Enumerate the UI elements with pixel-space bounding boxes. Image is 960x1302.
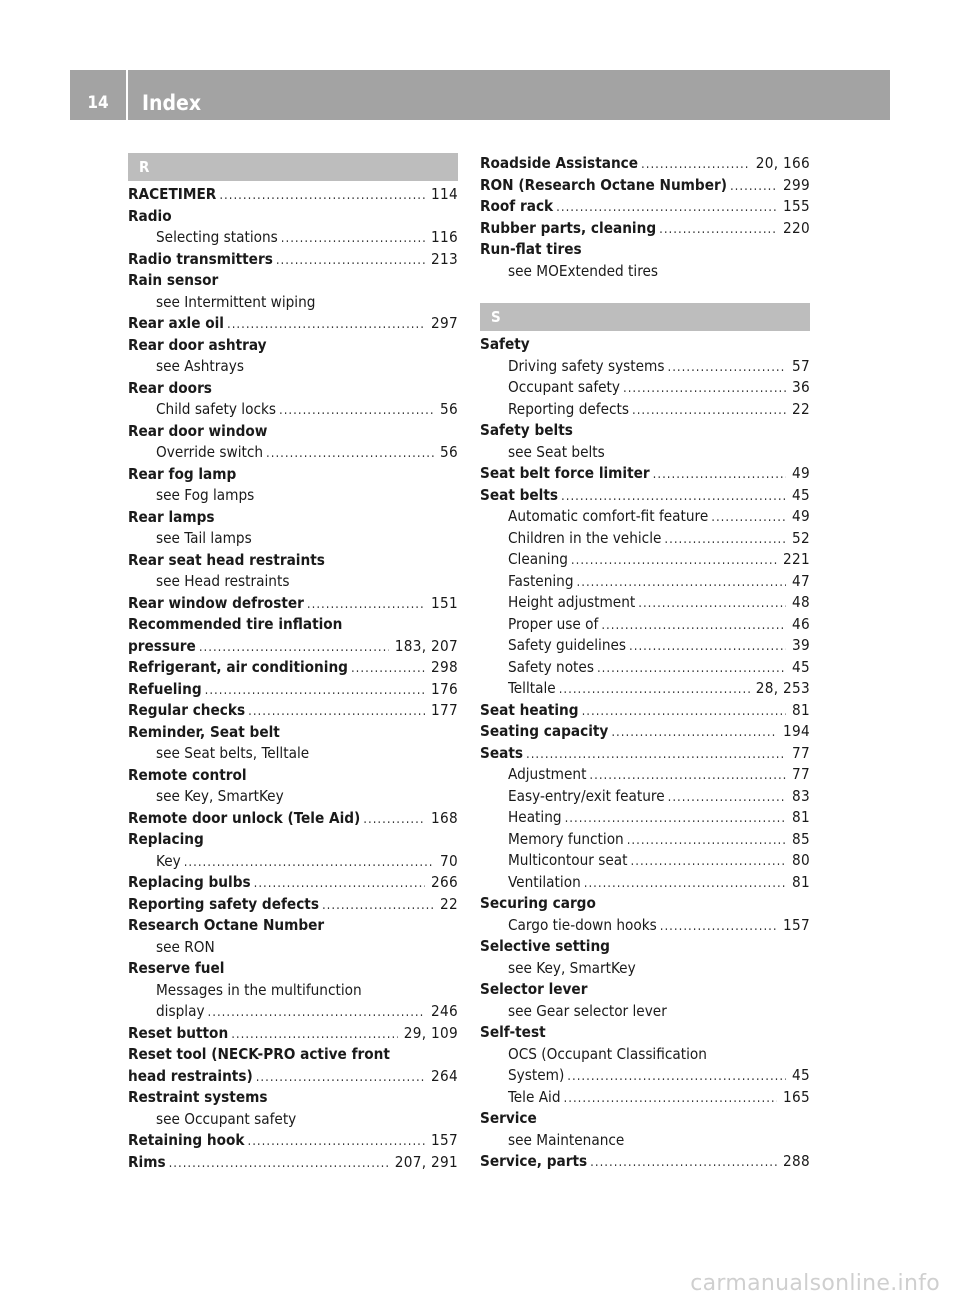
index-heading (480, 979, 810, 1001)
index-term: Multicontour seat (508, 851, 628, 869)
page-reference[interactable]: 22 (440, 894, 458, 913)
page-reference[interactable]: 80 (792, 851, 810, 869)
index-subentry[interactable] (128, 442, 458, 464)
dot-leader (590, 1152, 777, 1174)
index-term: Replacing bulbs (128, 873, 251, 891)
dot-leader (169, 1153, 389, 1175)
index-subentry[interactable] (480, 1087, 810, 1109)
index-heading (128, 206, 458, 228)
index-entry[interactable] (128, 808, 458, 830)
page-reference[interactable]: 48 (792, 593, 810, 611)
index-term: Regular checks (128, 701, 246, 719)
page-reference[interactable]: 157 (431, 1131, 458, 1149)
index-heading (128, 614, 458, 636)
index-term: System) (508, 1066, 565, 1084)
page-reference[interactable]: 221 (783, 550, 810, 568)
page-reference[interactable]: 81 (792, 872, 810, 891)
index-entry[interactable] (128, 894, 458, 916)
index-subentry (128, 528, 458, 550)
dot-leader (307, 594, 425, 616)
index-term: Seating capacity (480, 722, 609, 740)
index-subentry (128, 292, 458, 314)
index-subentry[interactable] (480, 807, 810, 829)
index-term: Cleaning (508, 550, 568, 568)
index-subentry (480, 1001, 810, 1023)
index-term: see Intermittent wiping (156, 292, 316, 311)
page-reference[interactable]: 288 (783, 1152, 810, 1170)
index-heading (128, 722, 458, 744)
index-term: Rear window defroster (128, 593, 304, 612)
index-heading (128, 335, 458, 357)
index-heading (480, 936, 810, 958)
dot-leader (231, 1024, 398, 1046)
section-header-s: S (480, 303, 810, 331)
index-subentry (128, 786, 458, 808)
page-reference[interactable]: 39 (792, 636, 810, 654)
watermark: carmanualsonline.info (690, 1271, 940, 1296)
dot-leader (571, 550, 777, 572)
index-term: Service, parts (480, 1152, 588, 1170)
index-heading (128, 1087, 458, 1109)
page-reference[interactable]: 213 (431, 249, 458, 268)
index-entry[interactable] (480, 721, 810, 743)
index-term: Rain sensor (128, 271, 219, 289)
index-subentry[interactable] (128, 227, 458, 249)
page-number: 14 (87, 93, 109, 113)
index-term: Service (480, 1109, 537, 1127)
dot-leader (256, 1067, 425, 1089)
index-term: Reserve fuel (128, 959, 225, 977)
index-term: head restraints) (128, 1066, 253, 1085)
index-term: Fastening (508, 571, 574, 590)
index-subentry[interactable] (480, 356, 810, 378)
page-reference[interactable]: 298 (431, 658, 458, 676)
index-term: Child safety locks (156, 400, 276, 418)
index-subentry[interactable] (480, 571, 810, 593)
index-term: Rubber parts, cleaning (480, 218, 657, 237)
index-term: Ventilation (508, 872, 581, 891)
page-reference[interactable]: 299 (783, 175, 810, 194)
page-reference[interactable]: 176 (431, 679, 458, 698)
index-subentry[interactable] (480, 850, 810, 872)
index-heading (480, 420, 810, 442)
dot-leader (281, 228, 425, 250)
index-entry[interactable] (128, 249, 458, 271)
index-subentry (480, 261, 810, 283)
dot-leader (623, 378, 786, 400)
dot-leader (205, 680, 425, 702)
index-term: Selector lever (480, 980, 588, 998)
index-term: RON (Research Octane Number) (480, 175, 727, 194)
index-term: Rims (128, 1152, 166, 1171)
index-subentry (480, 1130, 810, 1152)
page-reference[interactable]: 220 (783, 218, 810, 237)
index-term: see Maintenance (508, 1130, 625, 1149)
index-subentry[interactable] (480, 829, 810, 851)
index-term: Self-test (480, 1023, 546, 1041)
index-heading (480, 1022, 810, 1044)
page-reference[interactable]: 20, 166 (755, 154, 810, 172)
index-subentry[interactable] (480, 592, 810, 614)
page-reference[interactable]: 52 (792, 528, 810, 547)
index-term: see Fog lamps (156, 486, 255, 504)
index-heading (128, 550, 458, 572)
dot-leader (248, 1131, 426, 1153)
page-title: Index (142, 91, 202, 115)
page-reference[interactable]: 81 (792, 700, 810, 719)
dot-leader (227, 314, 425, 336)
page-reference[interactable]: 194 (783, 722, 810, 740)
index-subentry (128, 980, 458, 1002)
dot-leader (711, 507, 786, 529)
index-heading (128, 270, 458, 292)
dot-leader (254, 873, 425, 895)
page-reference[interactable]: 49 (792, 464, 810, 482)
index-term: Messages in the multifunction (156, 980, 362, 999)
page-reference[interactable]: 46 (792, 614, 810, 633)
index-term: see Key, SmartKey (156, 787, 284, 805)
index-entry[interactable] (128, 636, 458, 658)
index-subentry (480, 442, 810, 464)
index-subentry[interactable] (480, 377, 810, 399)
index-term: Roof rack (480, 197, 554, 215)
page-reference[interactable]: 157 (783, 915, 810, 934)
dot-leader (279, 400, 434, 422)
dot-leader (526, 744, 786, 766)
index-subentry[interactable] (480, 506, 810, 528)
page-reference[interactable]: 28, 253 (755, 679, 810, 697)
index-subentry[interactable] (480, 549, 810, 571)
page-reference[interactable]: 116 (431, 228, 458, 246)
index-term: Radio (128, 206, 172, 225)
index-heading (128, 507, 458, 529)
dot-leader (199, 637, 389, 659)
page-reference[interactable]: 114 (431, 185, 458, 203)
page-reference[interactable]: 77 (792, 765, 810, 783)
index-term: Safety (480, 335, 530, 353)
dot-leader (584, 873, 786, 895)
page-reference[interactable]: 151 (431, 593, 458, 612)
index-term: Reset tool (NECK-PRO active front (128, 1045, 390, 1063)
index-term: Remote door unlock (Tele Aid) (128, 808, 361, 827)
page-reference[interactable]: 57 (792, 356, 810, 375)
index-entry[interactable] (480, 743, 810, 765)
page-reference[interactable]: 36 (792, 378, 810, 396)
index-term: Rear seat head restraints (128, 550, 325, 569)
dot-leader (660, 916, 777, 938)
index-term: Remote control (128, 765, 247, 784)
index-entry[interactable] (480, 218, 810, 240)
index-term: Seats (480, 743, 523, 762)
index-heading (128, 829, 458, 851)
index-heading (128, 464, 458, 486)
index-term: pressure (128, 636, 196, 655)
page-reference[interactable]: 56 (440, 443, 458, 461)
index-column-right (480, 153, 810, 1173)
index-subentry[interactable] (128, 851, 458, 873)
dot-leader (184, 852, 434, 874)
index-term: Run-flat tires (480, 240, 582, 258)
dot-leader (664, 529, 786, 551)
index-heading (480, 893, 810, 915)
index-term: see Occupant safety (156, 1109, 297, 1128)
index-term: Override switch (156, 443, 264, 461)
index-term: see Seat belts, Telltale (156, 744, 310, 762)
index-term: Reset button (128, 1023, 229, 1042)
dot-leader (638, 593, 786, 615)
index-term: Rear fog lamp (128, 464, 237, 483)
index-subentry (128, 743, 458, 765)
index-entry[interactable] (128, 657, 458, 679)
index-subentry[interactable] (480, 528, 810, 550)
dot-leader (632, 400, 786, 422)
index-term: Reminder, Seat belt (128, 722, 280, 741)
index-entry[interactable] (128, 1023, 458, 1045)
page-reference[interactable]: 266 (431, 873, 458, 891)
dot-leader (565, 808, 786, 830)
index-heading (128, 958, 458, 980)
index-subentry[interactable] (480, 635, 810, 657)
index-term: Research Octane Number (128, 916, 325, 934)
page-reference[interactable]: 45 (792, 657, 810, 676)
index-subentry[interactable] (480, 678, 810, 700)
index-subentry (128, 485, 458, 507)
index-term: see Gear selector lever (508, 1001, 667, 1020)
index-entry[interactable] (128, 1130, 458, 1152)
index-subentry[interactable] (480, 786, 810, 808)
page-reference[interactable]: 183, 207 (394, 636, 458, 655)
index-term: Replacing (128, 830, 204, 848)
page-reference[interactable]: 168 (431, 808, 458, 827)
index-term: Key (156, 851, 181, 870)
index-heading (480, 334, 810, 356)
dot-leader (363, 809, 425, 831)
index-entry[interactable] (128, 184, 458, 206)
index-subentry[interactable] (480, 399, 810, 421)
dot-leader (631, 851, 787, 873)
index-subentry (128, 937, 458, 959)
index-heading (128, 765, 458, 787)
page-reference[interactable]: 264 (431, 1066, 458, 1085)
index-term: Adjustment (508, 765, 587, 783)
index-term: see Head restraints (156, 572, 290, 590)
index-entry[interactable] (480, 175, 810, 197)
index-term: Children in the vehicle (508, 528, 662, 547)
page-reference[interactable]: 207, 291 (394, 1152, 458, 1171)
dot-leader (561, 486, 786, 508)
index-subentry[interactable] (480, 1065, 810, 1087)
page-reference[interactable]: 177 (431, 701, 458, 719)
index-subentry (128, 1109, 458, 1131)
dot-leader (730, 176, 777, 198)
index-term: Rear door window (128, 421, 268, 440)
index-subentry (128, 356, 458, 378)
index-subentry[interactable] (480, 614, 810, 636)
index-entry[interactable] (128, 313, 458, 335)
index-term: Rear axle oil (128, 314, 224, 332)
index-entry[interactable] (128, 593, 458, 615)
index-term: Telltale (508, 679, 556, 697)
index-term: see Seat belts (508, 442, 605, 461)
index-entry[interactable] (480, 1151, 810, 1173)
dot-leader (582, 701, 786, 723)
index-term: Tele Aid (508, 1087, 561, 1106)
dot-leader (668, 787, 786, 809)
page-header (70, 70, 890, 120)
dot-leader (611, 722, 777, 744)
index-term: see MOExtended tires (508, 261, 659, 280)
dot-leader (322, 895, 434, 917)
index-term: see Ashtrays (156, 357, 244, 375)
dot-leader (351, 658, 425, 680)
index-term: Rear lamps (128, 507, 215, 526)
page-reference[interactable]: 22 (792, 399, 810, 418)
dot-leader (659, 219, 777, 241)
index-term: see RON (156, 937, 215, 956)
index-heading (128, 378, 458, 400)
index-term: Safety belts (480, 421, 573, 439)
dot-leader (627, 830, 786, 852)
dot-leader (597, 658, 786, 680)
page-reference[interactable]: 246 (431, 1002, 458, 1020)
page-reference[interactable]: 45 (792, 485, 810, 504)
page-reference[interactable]: 77 (792, 743, 810, 762)
index-term: Cargo tie-down hooks (508, 915, 657, 934)
dot-leader (559, 679, 750, 701)
index-heading (480, 1108, 810, 1130)
index-term: see Key, SmartKey (508, 958, 636, 977)
index-entry[interactable] (480, 196, 810, 218)
index-column-left (128, 153, 458, 1173)
index-entry[interactable] (128, 1152, 458, 1174)
index-entry[interactable] (480, 700, 810, 722)
dot-leader (653, 464, 786, 486)
index-subentry[interactable] (480, 764, 810, 786)
index-term: Seat belt force limiter (480, 464, 650, 482)
index-term: Automatic comfort-fit feature (508, 507, 709, 525)
page-reference[interactable]: 85 (792, 829, 810, 848)
index-term: Safety guidelines (508, 636, 627, 654)
page-reference[interactable]: 155 (783, 197, 810, 215)
index-entry[interactable] (480, 485, 810, 507)
dot-leader (668, 357, 787, 379)
index-term: Selecting stations (156, 228, 278, 246)
index-term: Restraint systems (128, 1088, 268, 1106)
index-term: Securing cargo (480, 894, 596, 912)
page-reference[interactable]: 70 (440, 851, 458, 870)
index-entry[interactable] (128, 872, 458, 894)
index-entry[interactable] (128, 1066, 458, 1088)
dot-leader (641, 154, 750, 176)
page-reference[interactable]: 83 (792, 786, 810, 805)
section-header-r: R (128, 153, 458, 181)
index-subentry[interactable] (480, 915, 810, 937)
index-term: Occupant safety (508, 378, 620, 396)
page-reference[interactable]: 47 (792, 571, 810, 590)
page-reference[interactable]: 49 (792, 507, 810, 525)
dot-leader (276, 250, 425, 272)
dot-leader (601, 615, 786, 637)
index-term: see Tail lamps (156, 529, 252, 547)
index-term: Reporting defects (508, 399, 629, 418)
index-entry[interactable] (480, 463, 810, 485)
index-term: Reporting safety defects (128, 894, 319, 913)
index-term: Recommended tire inflation (128, 615, 343, 633)
dot-leader (208, 1002, 425, 1024)
index-subentry[interactable] (128, 1001, 458, 1023)
index-term: Proper use of (508, 614, 599, 633)
index-term: Seat belts (480, 485, 559, 504)
index-term: Retaining hook (128, 1131, 245, 1149)
index-entry[interactable] (128, 679, 458, 701)
page-reference[interactable]: 297 (431, 314, 458, 332)
index-subentry (480, 958, 810, 980)
page-reference[interactable]: 81 (792, 808, 810, 826)
index-term: Refueling (128, 679, 202, 698)
index-entry[interactable] (128, 700, 458, 722)
index-subentry (128, 571, 458, 593)
index-subentry[interactable] (480, 872, 810, 894)
page-reference[interactable]: 45 (792, 1066, 810, 1084)
dot-leader (589, 765, 786, 787)
index-term: Memory function (508, 829, 624, 848)
header-divider (126, 70, 128, 120)
index-term: Heating (508, 808, 562, 826)
dot-leader (266, 443, 434, 465)
dot-leader (629, 636, 786, 658)
dot-leader (219, 185, 425, 207)
index-term: RACETIMER (128, 185, 217, 203)
index-term: Height adjustment (508, 593, 636, 611)
index-term: Safety notes (508, 657, 594, 676)
index-term: Easy-entry/exit feature (508, 786, 665, 805)
index-heading (480, 239, 810, 261)
index-subentry (480, 1044, 810, 1066)
page-reference[interactable]: 29, 109 (403, 1023, 458, 1042)
dot-leader (577, 572, 786, 594)
index-term: Driving safety systems (508, 356, 665, 375)
index-term: Selective setting (480, 937, 610, 955)
page-reference[interactable]: 165 (783, 1087, 810, 1106)
index-subentry[interactable] (128, 399, 458, 421)
index-term: Rear door ashtray (128, 335, 267, 354)
dot-leader (556, 197, 777, 219)
index-term: Seat heating (480, 700, 579, 719)
index-heading (128, 421, 458, 443)
index-subentry[interactable] (480, 657, 810, 679)
index-term: display (156, 1002, 205, 1020)
index-heading (128, 915, 458, 937)
index-term: Refrigerant, air conditioning (128, 658, 348, 676)
index-term: Radio transmitters (128, 249, 273, 268)
section-spacer (480, 282, 810, 303)
index-entry[interactable] (480, 153, 810, 175)
dot-leader (567, 1066, 786, 1088)
index-heading (128, 1044, 458, 1066)
page-reference[interactable]: 56 (440, 400, 458, 418)
dot-leader (248, 701, 425, 723)
index-term: Rear doors (128, 378, 212, 397)
dot-leader (564, 1088, 777, 1110)
index-term: Roadside Assistance (480, 154, 639, 172)
index-term: OCS (Occupant Classification (508, 1044, 707, 1063)
